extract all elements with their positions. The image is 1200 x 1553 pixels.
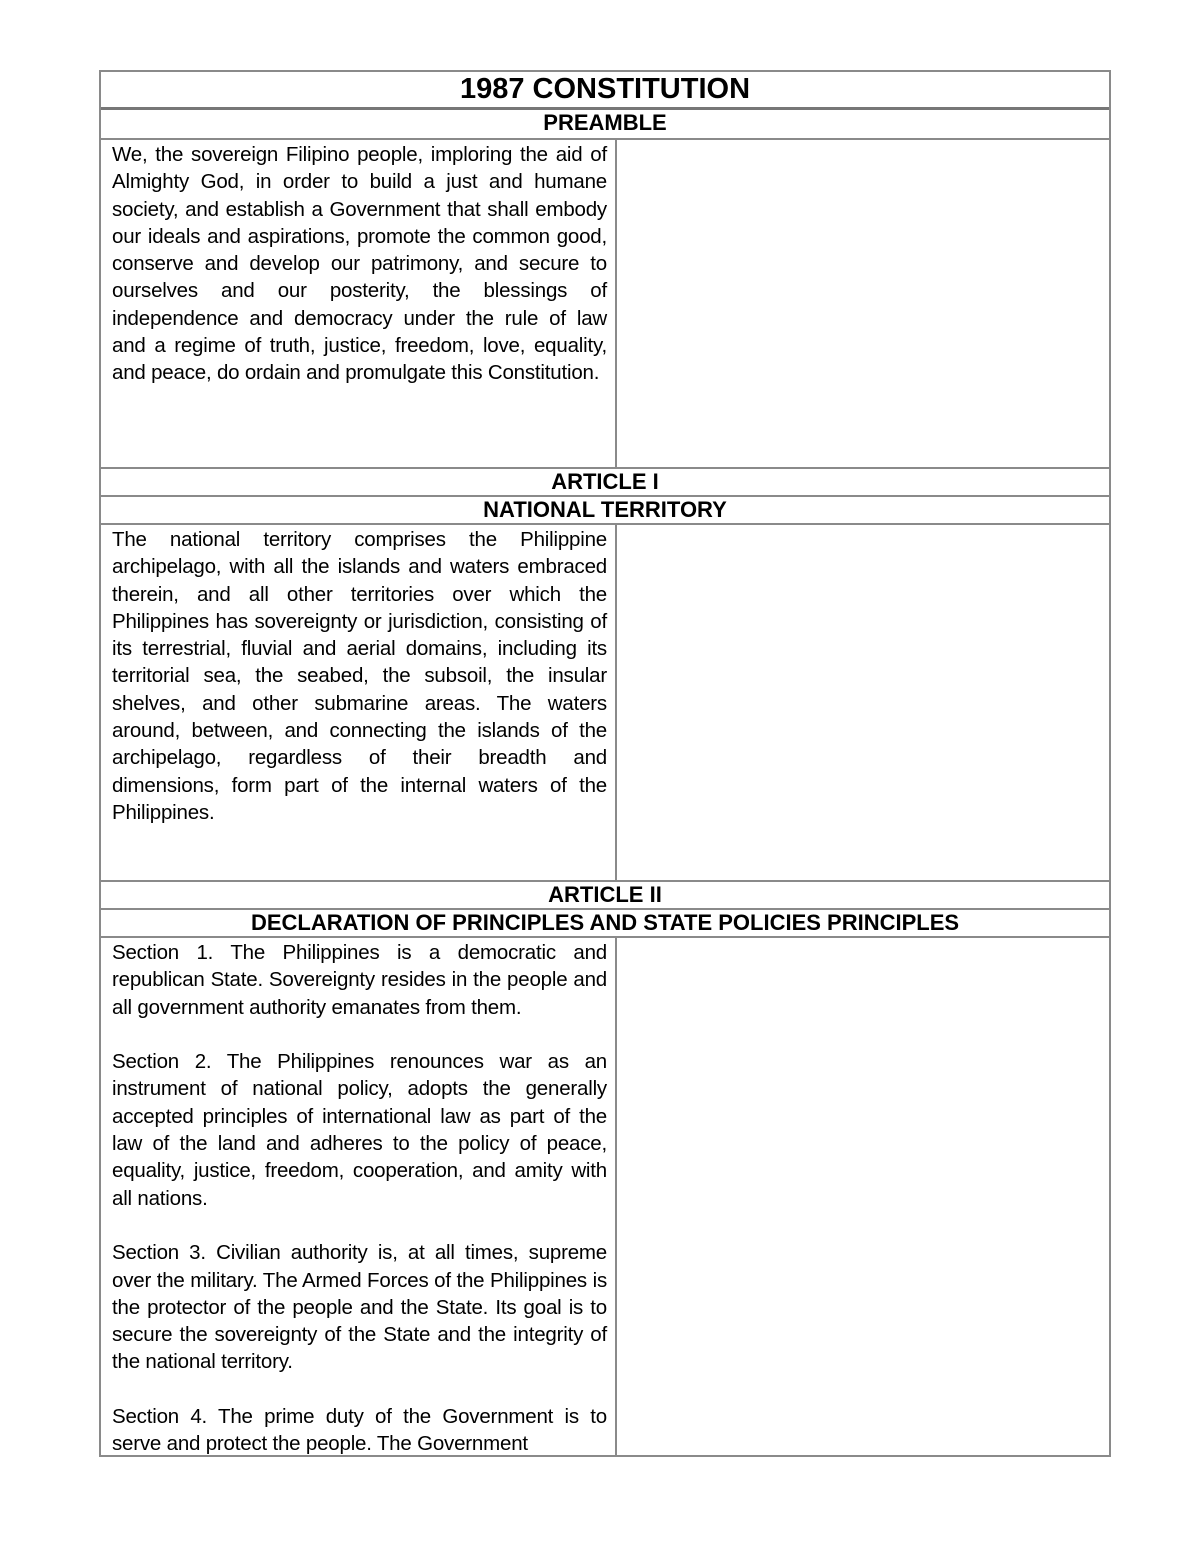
preamble-text: We, the sovereign Filipino people, imploring the aid of Almighty God, in order to build a just and humane society, and establish a Government that shall embody our ideals and aspirations, promote the common good, conserve and develop our patrimony, and secure to ourselves and our posterity, the blessings of independence and democracy under the rule of law and a regime of truth, justice, freedom, love, equality, and peace, do ordain and promulgate this Constitution. <box>112 143 607 385</box>
article-2-notes-cell <box>617 938 1109 1455</box>
preamble-row <box>101 140 1109 469</box>
article-1-notes-cell <box>617 525 1109 880</box>
article-1-row <box>101 525 1109 882</box>
preamble-notes-cell <box>617 140 1109 467</box>
article-2-text-cell <box>101 938 617 1455</box>
document-title: 1987 CONSTITUTION <box>101 72 1109 110</box>
article-2-row <box>101 938 1109 1455</box>
article-2-title: DECLARATION OF PRINCIPLES AND STATE POLICIES PRINCIPLES <box>101 910 1109 938</box>
section-3-text: Section 3. Civilian authority is, at all times, supreme over the military. The Armed Forces of the Philippines is the protector of the people and the State. Its goal is to secure the sovereignty of the State and the integrity of the national territory. <box>112 1241 607 1374</box>
constitution-table <box>99 70 1111 1457</box>
section-2-text: Section 2. The Philippines renounces war as an instrument of national policy, adopts the generally accepted principles of international law as part of the law of the land and adheres to the policy of peace, equality, justice, freedom, cooperation, and amity with all nations. <box>112 1050 607 1210</box>
article-1-number: ARTICLE I <box>101 469 1109 497</box>
preamble-text-cell <box>101 140 617 467</box>
section-4-text: Section 4. The prime duty of the Government is to serve and protect the people. The Government <box>112 1405 607 1456</box>
article-1-text: The national territory comprises the Philippine archipelago, with all the islands and waters embraced therein, and all other territories over which the Philippines has sovereignty or jurisdiction, consisting of its terrestrial, fluvial and aerial domains, including its territorial sea, the seabed, the subsoil, the insular shelves, and other submarine areas. The waters around, between, and connecting the islands of the archipelago, regardless of their breadth and dimensions, form part of the internal waters of the Philippines. <box>112 528 607 824</box>
preamble-heading: PREAMBLE <box>101 110 1109 140</box>
article-1-text-cell <box>101 525 617 880</box>
article-1-title: NATIONAL TERRITORY <box>101 497 1109 525</box>
article-2-number: ARTICLE II <box>101 882 1109 910</box>
section-1-text: Section 1. The Philippines is a democratic and republican State. Sovereignty resides in the people and all government authority emanates from them. <box>112 941 607 1019</box>
